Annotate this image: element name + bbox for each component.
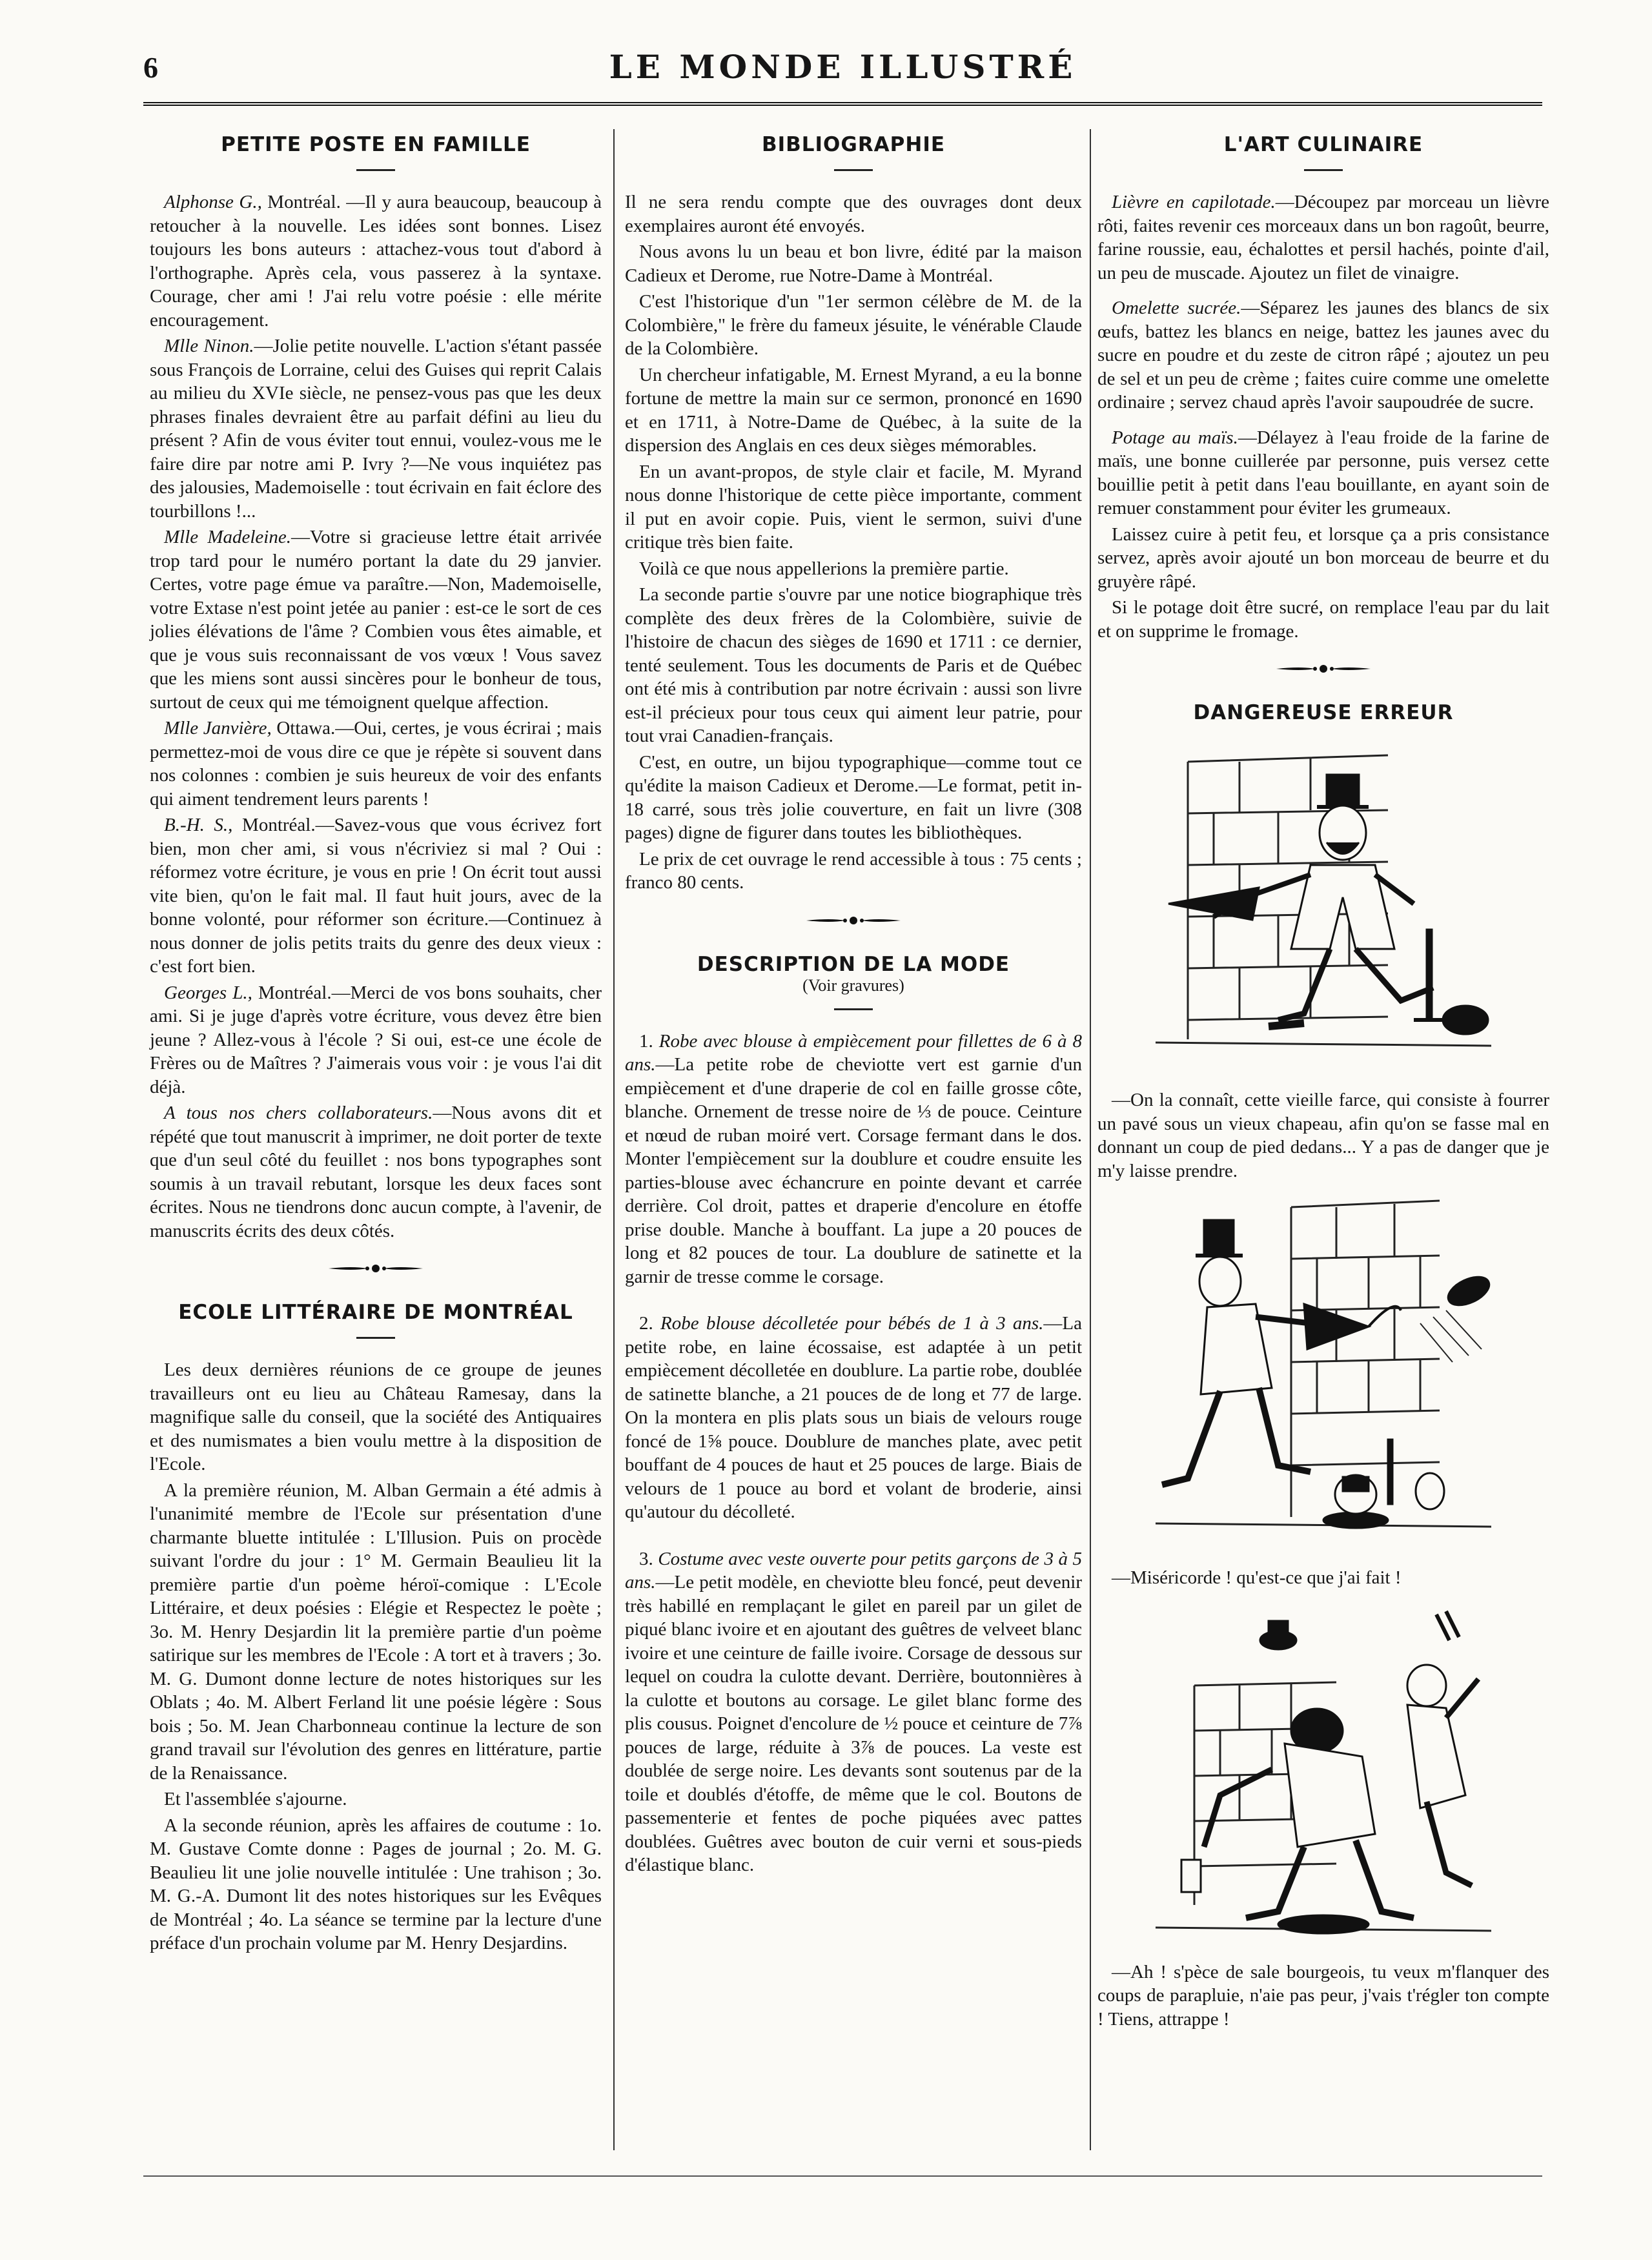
poste-entry	[150, 813, 602, 979]
recipe	[1097, 190, 1549, 285]
entry-text: Montréal.—Merci de vos bons souhaits, cher ami. Si je juge d'après votre écriture, vous devez être bien jeune ? Allez-vous à l'école ? Si oui, est-ce une école de Frères ou de Maîtres ? J'aimerais vous voir : je vous l'ai dit déjà.	[150, 982, 602, 1097]
biblio-paragraph: Voilà ce que nous appellerions la première partie.	[639, 558, 1009, 579]
page-bottom-rule	[143, 2175, 1542, 2177]
mode-items	[625, 1030, 1082, 1877]
column-divider	[613, 129, 615, 2150]
mode-item-heading: Robe blouse décolletée pour bébés de 1 à 3 ans.	[660, 1313, 1044, 1334]
correspondent-name: A tous nos chers collaborateurs.	[164, 1103, 433, 1123]
section-ornament	[805, 914, 902, 927]
cartoon-panel-3	[1143, 1602, 1504, 1950]
entry-text: Montréal. —Il y aura beaucoup, beaucoup à retoucher à la nouvelle. Les idées sont bonnes. Lisez toujours les bons auteurs : attachez-vous tout d'abord à l'orthographe. Après cela, vous passerez à la syntaxe. Courage, cher ami ! J'ai relu votre poésie : elle mérite encouragement.	[150, 192, 602, 331]
biblio-paragraph: Le prix de cet ouvrage le rend accessible à tous : 75 cents ; franco 80 cents.	[625, 848, 1082, 893]
poste-entry	[150, 190, 602, 332]
section-subtitle-mode: (Voir gravures)	[802, 975, 904, 995]
correspondent-name: Mlle Ninon.	[164, 336, 254, 356]
correspondent-name: Georges L.,	[164, 982, 252, 1003]
section-title-biblio: BIBLIOGRAPHIE	[761, 133, 946, 156]
column-middle	[625, 129, 1082, 1900]
mode-item-text: —La petite robe, en laine écossaise, est adaptée à un petit empiècement décolletée en doublure. La partie robe, doublée de satinette blanche, a 21 pouces de de long et 77 de large. On la montera en plis plats sous un biais de velours rouge foncé de 1⅝ pouce. Doublure de manches plate, avec petit bouffant de 4 pouces de haut et 25 pouces de large. Biais de velours de 1 pouce au bord et volant de broderie, ainsi qu'autour du décolleté.	[625, 1313, 1082, 1522]
section-title-mode: DESCRIPTION DE LA MODE	[697, 952, 1010, 976]
correspondent-name: Mlle Madeleine.	[164, 527, 291, 547]
mode-item-text: —La petite robe de cheviotte vert est garnie d'un empiècement et d'une draperie de col en faille grosse côte, blanche. Ornement de tresse noire de ⅓ de pouce. Ceinture et nœud de ruban moiré vert. Corsage fermant dans le dos. Monter l'empiècement sur la doublure et coudre ensuite les parties-blouse avec échancrure en pointe devant et carrée derrière. Col droit, pattes et draperie d'encolure en étoffe prise double. Manche à bouffant. La jupe a 20 pouces de long et 82 pouces de tour. La doublure de satinette et la garnir de tresse comme le corsage.	[625, 1054, 1082, 1287]
poste-entry	[150, 334, 602, 523]
masthead	[143, 45, 1542, 103]
entry-text: —Votre si gracieuse lettre était arrivée trop tard pour le numéro portant la date du 29 janvier. Certes, votre page émue va paraître.—Non, Mademoiselle, votre Extase n'est point jetée au panier : est-ce le sort de ces jolies élévations de l'âme ? Combien vous êtes aimable, et que je vous suis reconnaissant de vos vœux ! Vous savez que les miens sont aussi sincères pour le bonheur de tous, surtout de ceux qui me témoignent quelque affection.	[150, 527, 602, 713]
section-title-erreur: DANGEREUSE ERREUR	[1193, 701, 1454, 724]
correspondent-name: B.-H. S.,	[164, 815, 233, 835]
cartoon-panel-1	[1143, 736, 1504, 1078]
cartoon-caption-1: —On la connaît, cette vieille farce, qui consiste à fourrer un pavé sous un vieux chapeau, afin qu'on se fasse mal en donnant un coup de pied dedans... Y a pas de danger que je m'y laisse prendre.	[1097, 1090, 1549, 1181]
title-rule	[356, 1337, 395, 1339]
ecole-paragraph: A la première réunion, M. Alban Germain a été admis à l'unanimité membre de l'Ecole sur présentation d'une charmante bluette intitulée : L'Illusion. Puis on procède suivant l'ordre du jour : 1° M. Germain Beaulieu lit la première partie d'un poème héroï-comique : L'Ecole Littéraire, et deux poésies : Elégie et Respectez le poète ; 3o. M. Henry Desjardin lit la première partie d'un poème satirique sur les membres de l'Ecole : A tort et à travers ; 3o. M. G. Dumont donne lecture de notes historiques sur les Oblats ; 4o. M. Albert Ferland lit une poésie légère : Sous bois ; 5o. M. Jean Charbonneau continue la lecture de son grand travail sur l'évolution des genres en littérature, partie de la Renaissance.	[150, 1480, 602, 1784]
column-divider	[1090, 129, 1091, 2150]
correspondent-name: Mlle Janvière,	[164, 718, 272, 738]
column-left	[150, 129, 602, 1958]
mode-item-heading: Costume avec veste ouverte pour petits garçons de 3 à 5 ans.	[625, 1548, 1082, 1593]
recipe-continuation: Laissez cuire à petit feu, et lorsque ça a pris consistance servez, après avoir ajouté un bon morceau de beurre et du gruyère râpé.	[1097, 524, 1549, 592]
cartoon-panel-2	[1143, 1194, 1504, 1556]
section-ornament	[1275, 662, 1372, 675]
entry-text: Montréal.—Savez-vous que vous écrivez fort bien, mon cher ami, si vous n'écriviez si mal ? Oui : réformez votre écriture, je vous en prie ! On écrit tout aussi vite bien, qu'on le fait mal. Il faut huit jours, avec de la bonne volonté, pour réformer son écriture.—Continuez à nous donner de jolis petits traits du genre des deux vieux : c'est fort bien.	[150, 815, 602, 977]
mode-item	[625, 1312, 1082, 1524]
recipe-name: Potage au maïs.	[1112, 427, 1238, 448]
mode-item	[625, 1547, 1082, 1877]
recipe	[1097, 296, 1549, 414]
cartoon-caption-2: —Miséricorde ! qu'est-ce que j'ai fait !	[1112, 1567, 1402, 1588]
section-title-culinaire: L'ART CULINAIRE	[1223, 133, 1423, 156]
mode-item-number: 2.	[639, 1313, 661, 1334]
mode-item-number: 3.	[639, 1548, 658, 1569]
biblio-paragraphs	[625, 240, 1082, 895]
mode-item-number: 1.	[639, 1030, 659, 1052]
section-ornament	[327, 1262, 424, 1275]
mode-item-text: —Le petit modèle, en cheviotte bleu foncé, peut devenir très habillé en remplaçant le gilet en pareil par un gilet de piqué blanc ivoire et en ajoutant des guêtres de velveet blanc ivoire et une ceinture de faille ivoire. Corsage de dessous sur lequel on coudra la culotte devant. Derrière, boutonnières à la culotte et boutons au corsage. Le gilet blanc forme des plis cousus. Poignet d'encolure de ½ pouce et ceinture de 7⅞ pouces de large, réduite à 3⅞ de pouces. La veste est doublée de serge noire. Les devants sont soutenus par de la toile et doublés d'étoffe, de même que le col. Boutons de passementerie et fentes de poche piquées avec pattes doublées. Guêtres avec bouton de cuir verni et sous-pieds d'élastique blanc.	[625, 1572, 1082, 1875]
title-rule	[834, 169, 873, 171]
page-number: 6	[143, 51, 158, 84]
ecole-paragraphs	[150, 1358, 602, 1955]
section-title-poste: PETITE POSTE EN FAMILLE	[221, 133, 531, 156]
poste-entry	[150, 717, 602, 811]
recipe-text: —Délayez à l'eau froide de la farine de maïs, une bonne cuillerée par personne, puis versez cette bouillie petit à petit dans l'eau bouillante, en ayant soin de remuer constamment pour éviter les grumeaux.	[1097, 427, 1549, 518]
masthead-rule	[143, 102, 1542, 106]
correspondent-name: Alphonse G.,	[164, 192, 262, 212]
entry-text: —Jolie petite nouvelle. L'action s'étant passée sous François de Lorraine, celui des Guises qui reprit Calais au milieu du XVIe siècle, ne pensez-vous pas que les deux phrases finales devraient être au parfait défini au lieu du présent ? Afin de vous éviter tout ennui, voulez-vous me le faire dire par notre ami P. Ivry ?—Ne vous inquiétez pas des jalousies, Mademoiselle : tout écrivain en fait éclore des tourbillons !...	[150, 336, 602, 522]
biblio-paragraph: Un chercheur infatigable, M. Ernest Myrand, a eu la bonne fortune de mettre la main sur ce sermon, prononcé en 1690 et en 1711, à Notre-Dame de Québec, à la suite de la dispersion des Anglais en ces deux sièges mémorables.	[625, 364, 1082, 456]
section-title-ecole: ECOLE LITTÉRAIRE DE MONTRÉAL	[178, 1301, 573, 1324]
ecole-paragraph: A la seconde réunion, après les affaires de coutume : 1o. M. Gustave Comte donne : Pages de journal ; 2o. M. G. Beaulieu lit une jolie nouvelle intitulée : Une trahison ; 3o. M. G.-A. Dumont lit des notes historiques sur les Evêques de Montréal ; 4o. La séance se termine par la lecture d'une préface d'un prochain volume par M. Henry Desjardins.	[150, 1815, 602, 1953]
recipe-text: —Découpez par morceau un lièvre rôti, faites revenir ces morceaux dans un bon ragoût, beurre, farine roussie, eau, échalottes et persil hachés, pointe d'ail, un peu de muscade. Ajoutez un filet de vinaigre.	[1097, 192, 1549, 283]
biblio-paragraph: C'est, en outre, un bijou typographique—comme tout ce qu'édite la maison Cadieux et Derome.—Le format, petit in-18 carré, sous très jolie couverture, en fait un livre (308 pages) digne de figurer dans toutes les bibliothèques.	[625, 751, 1082, 843]
recipe-text: —Séparez les jaunes des blancs de six œufs, battez les blancs en neige, battez les jaunes avec du sucre en poudre et du zeste de citron râpé ; ajoutez un peu de sel et un peu de crème ; faites cuire comme une omelette ordinaire ; servez chaud après l'avoir saupoudrée de sucre.	[1097, 298, 1549, 412]
column-right	[1097, 129, 1549, 2033]
recipe-continuation: Si le potage doit être sucré, on remplace l'eau par du lait et on supprime le fromage.	[1097, 597, 1549, 642]
entry-text: —Nous avons dit et répété que tout manuscrit à imprimer, ne doit porter de texte que d'un seul côté du feuillet : nos bons typographes sont soumis à un travail rebutant, lorsque les deux faces sont écrites. Nous ne tiendrons donc aucun compte, à l'avenir, de manuscrits écrits des deux côtés.	[150, 1103, 602, 1241]
ecole-paragraph: Et l'assemblée s'ajourne.	[164, 1789, 347, 1809]
biblio-paragraph: C'est l'historique d'un "1er sermon célèbre de M. de la Colombière," le frère du fameux jésuite, le vénérable Claude de la Colombière.	[625, 291, 1082, 359]
poste-entry	[150, 1101, 602, 1243]
mode-item-heading: Robe avec blouse à empiècement pour fillettes de 6 à 8 ans.	[625, 1030, 1082, 1075]
ecole-paragraph: Les deux dernières réunions de ce groupe de jeunes travailleurs ont eu lieu au Château Ramesay, dans la magnifique salle du conseil, que la société des Antiquaires et des numismates a bien voulu mettre à la disposition de l'Ecole.	[150, 1359, 602, 1474]
biblio-paragraph: Nous avons lu un beau et bon livre, édité par la maison Cadieux et Derome, rue Notre-Dame à Montréal.	[625, 241, 1082, 286]
biblio-paragraph: En un avant-propos, de style clair et facile, M. Myrand nous donne l'historique de cette pièce importante, comment il put en avoir copie. Puis, vient le sermon, suivi d'une critique très bien faite.	[625, 461, 1082, 553]
title-rule	[1304, 169, 1343, 171]
entry-text: Ottawa.—Oui, certes, je vous écrirai ; mais permettez-moi de vous dire ce que je répète si souvent dans nos colonnes : combien je suis heureux de voir des enfants qui aiment tendrement leurs parents !	[150, 718, 602, 809]
biblio-paragraph: La seconde partie s'ouvre par une notice biographique très complète des deux frères de la Colombière, suivie de l'histoire de chacun des sièges de 1690 et 1711 : ce dernier, tenté seulement. Tous les documents de Paris et de Québec ont été mis à contribution par notre écrivain : aussi son livre est-il précieux pour tous ceux qui aiment leur patrie, pour tout vrai Canadien-français.	[625, 584, 1082, 746]
poste-entry	[150, 981, 602, 1099]
poste-entry	[150, 525, 602, 714]
title-rule	[356, 169, 395, 171]
recipe-name: Omelette sucrée.	[1112, 298, 1241, 318]
recipe-name: Lièvre en capilotade.	[1112, 192, 1276, 212]
recipes	[1097, 190, 1549, 520]
recipe	[1097, 426, 1549, 520]
mode-item	[625, 1030, 1082, 1289]
poste-entries	[150, 190, 602, 1243]
biblio-note: Il ne sera rendu compte que des ouvrages dont deux exemplaires auront été envoyés.	[625, 192, 1082, 236]
cartoon-caption-3: —Ah ! s'pèce de sale bourgeois, tu veux m'flanquer des coups de parapluie, n'aie pas peur, j'vais t'régler ton compte ! Tiens, attrappe !	[1097, 1961, 1549, 2030]
title-rule	[834, 1008, 873, 1010]
journal-title: LE MONDE ILLUSTRÉ	[609, 48, 1077, 86]
